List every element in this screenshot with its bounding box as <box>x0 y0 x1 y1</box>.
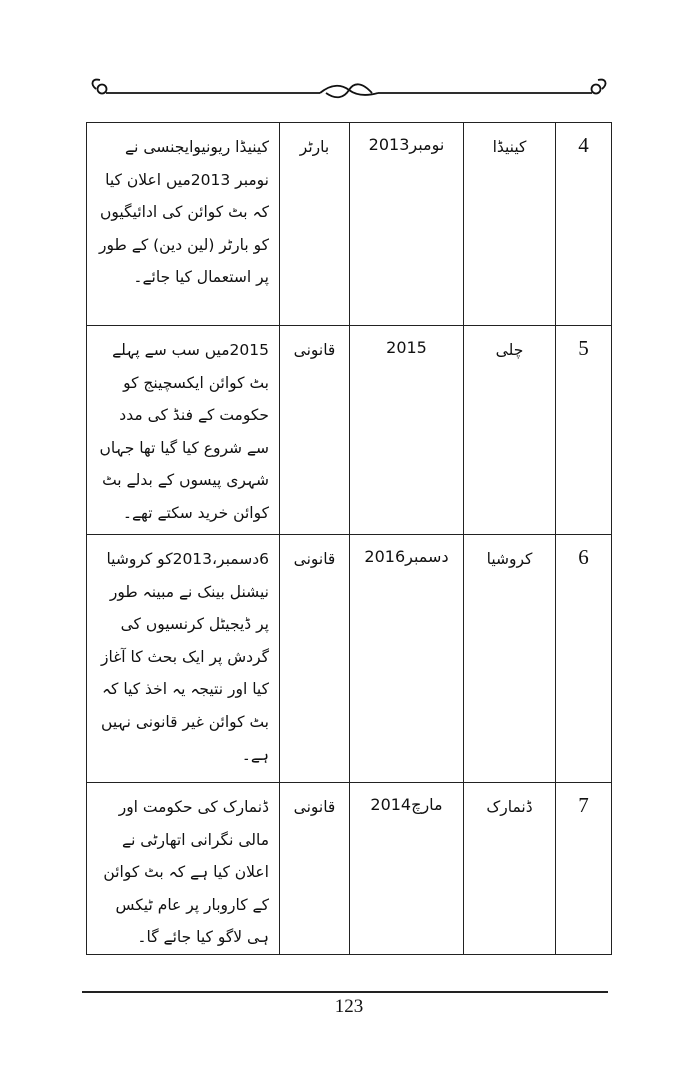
table-row <box>87 123 612 326</box>
date-cell: 2015 <box>350 326 464 535</box>
date-cell: نومبر2013 <box>350 123 464 326</box>
data-table <box>86 122 612 955</box>
country-cell: کینیڈا <box>464 123 556 326</box>
footer-rule <box>82 991 608 993</box>
description-cell: ڈنمارک کی حکومت اور مالی نگرانی اتھارٹی نے اعلان کیا ہے کہ بٹ کوائن کے کاروبار پر عام ٹیکس ہی لاگو کیا جائے گا۔ <box>87 783 280 955</box>
header-ornament <box>86 72 612 106</box>
country-cell: کروشیا <box>464 535 556 783</box>
date-cell: دسمبر2016 <box>350 535 464 783</box>
description-cell: 2015میں سب سے پہلے بٹ کوائن ایکسچینج کو حکومت کے فنڈ کی مدد سے شروع کیا گیا تھا جہاں شہری پیسوں کے بدلے بٹ کوائن خرید سکتے تھے۔ <box>87 326 280 535</box>
number-cell: 4 <box>556 123 612 326</box>
country-cell: ڈنمارک <box>464 783 556 955</box>
status-cell: قانونی <box>280 535 350 783</box>
description-cell: 6دسمبر،2013کو کروشیا نیشنل بینک نے مبینہ طور پر ڈیجیٹل کرنسیوں کی گردش پر ایک بحث کا آغاز کیا اور نتیجہ یہ اخذ کیا کہ بٹ کوائن غیر قانونی نہیں ہے۔ <box>87 535 280 783</box>
table-row <box>87 535 612 783</box>
table-row <box>87 783 612 955</box>
number-cell: 7 <box>556 783 612 955</box>
description-cell: کینیڈا ریونیوایجنسی نے نومبر 2013میں اعلان کیا کہ بٹ کوائن کی ادائیگیوں کو بارٹر (لین دین) کے طور پر استعمال کیا جائے۔ <box>87 123 280 326</box>
date-cell: مارچ2014 <box>350 783 464 955</box>
status-cell: قانونی <box>280 326 350 535</box>
number-cell: 6 <box>556 535 612 783</box>
number-cell: 5 <box>556 326 612 535</box>
table-row <box>87 326 612 535</box>
page-number: 123 <box>334 996 364 1017</box>
status-cell: بارٹر <box>280 123 350 326</box>
country-cell: چلی <box>464 326 556 535</box>
status-cell: قانونی <box>280 783 350 955</box>
